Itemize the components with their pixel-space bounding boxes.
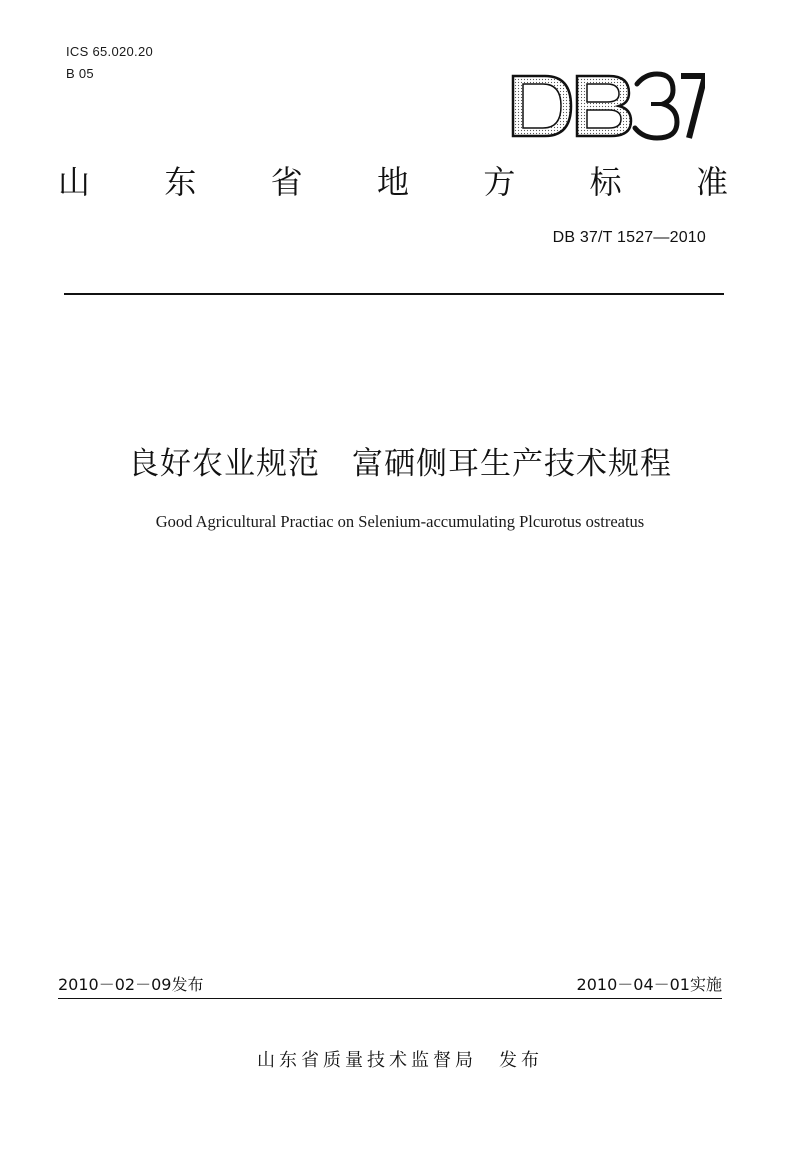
ccs-code: B 05 xyxy=(66,66,94,81)
standard-type-char: 东 xyxy=(164,163,197,201)
implementation-date: 2010－04－01实施 xyxy=(576,975,722,994)
db37-logo-graphic xyxy=(505,66,705,146)
title-chinese: 良好农业规范 富硒侧耳生产技术规程 xyxy=(128,446,672,482)
ics-code: ICS 65.020.20 xyxy=(66,44,154,59)
standard-type-char: 准 xyxy=(695,163,728,201)
dates-divider xyxy=(58,998,722,999)
standard-type-char: 省 xyxy=(270,163,303,201)
standard-type-char: 山 xyxy=(58,163,91,201)
standard-type-char: 方 xyxy=(483,163,516,201)
standard-number: DB 37/T 1527—2010 xyxy=(552,229,706,246)
issue-date: 2010－02－09发布 xyxy=(58,975,204,994)
standard-type-char: 标 xyxy=(589,163,622,201)
db37-logo xyxy=(505,66,705,146)
standard-type-char: 地 xyxy=(376,163,409,201)
publisher: 山东省质量技术监督局 发布 xyxy=(257,1050,543,1071)
standard-type xyxy=(58,160,728,204)
title-english: Good Agricultural Practiac on Selenium-accumulating Plcurotus ostreatus xyxy=(155,512,645,531)
header-divider xyxy=(64,293,724,295)
